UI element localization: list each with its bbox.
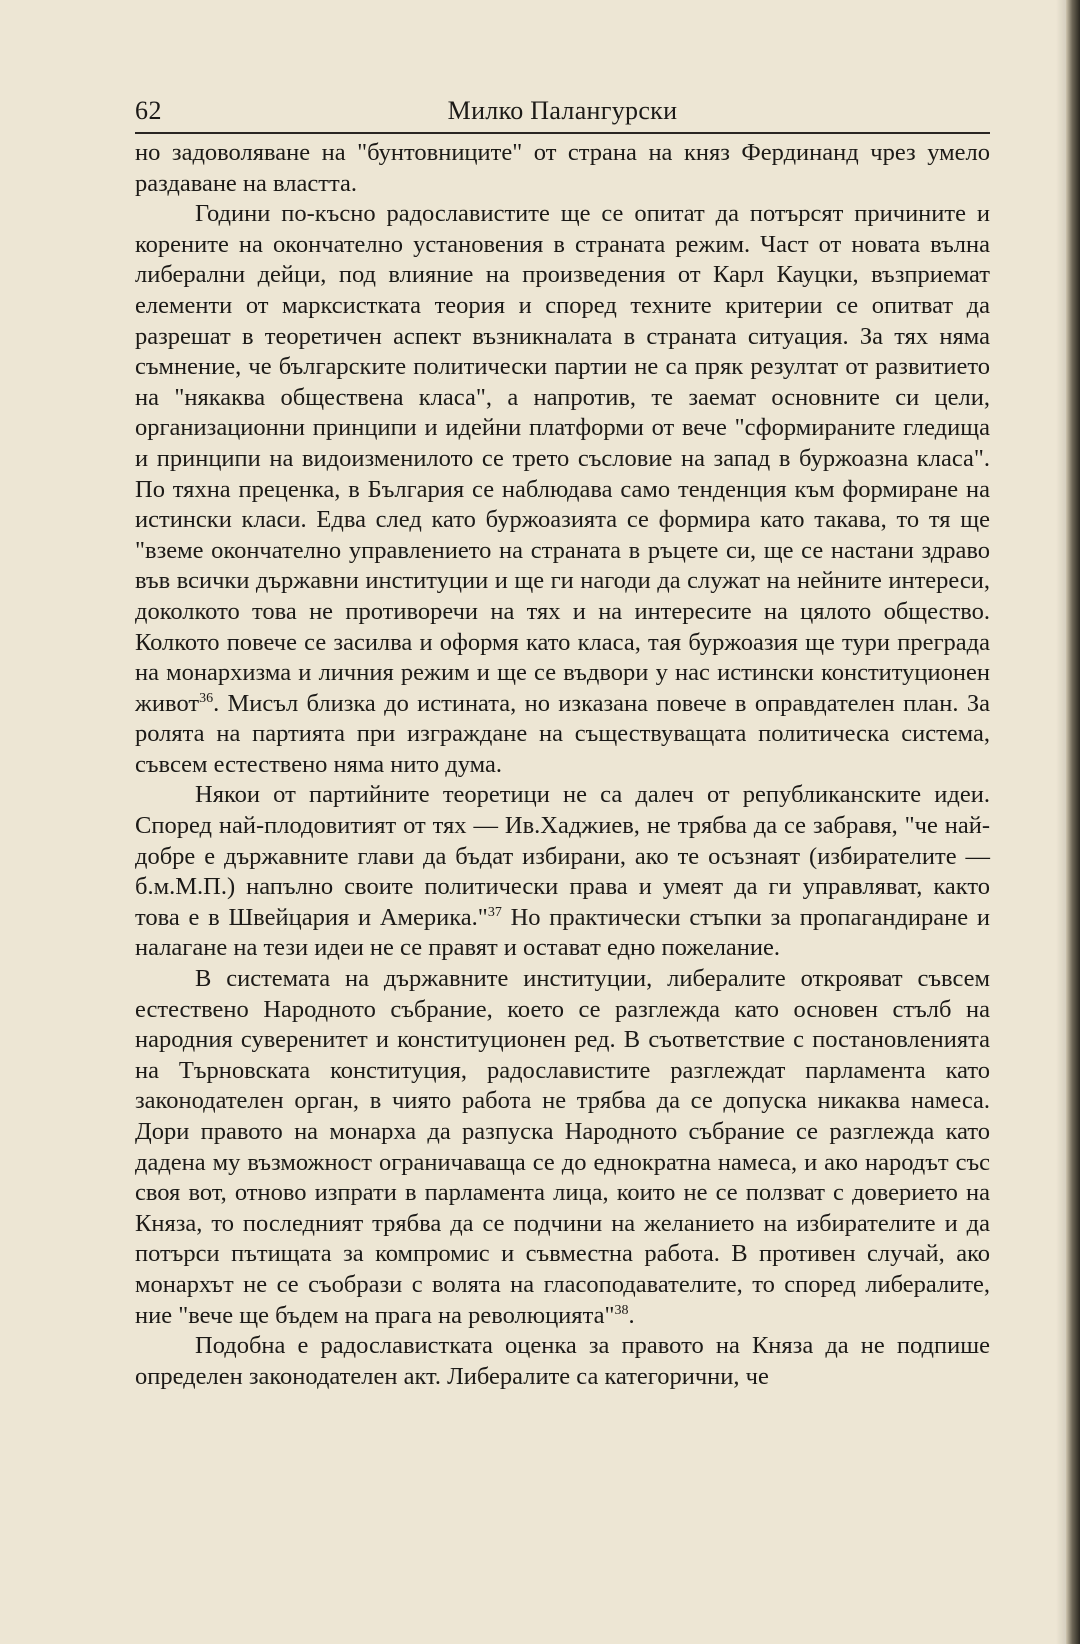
footnote-ref-38: 38 <box>614 1302 629 1318</box>
paragraph-2 <box>135 199 990 780</box>
paragraph-3 <box>135 780 990 964</box>
paragraph-4-text: В системата на държавните институции, либералите открояват съвсем естествено Народното събрание, което се разглежда като основен стълб на народния суверенитет и конституционен ред. В съответствие с постановленията на Търновската конституция, радославистите разглеждат парламента като законодателен орган, в чиято работа не трябва да се допуска никаква намеса. Дори правото на монарха да разпуска Народното събрание се разглежда като дадена му възможност ограничаваща се до еднократна намеса, и ако народът със своя вот, отново изпрати в парламента лица, които не се ползват с доверието на Княза, то последният трябва да се подчини на желанието на избирателите и да потърси пътищата за компромис и съвместна работа. В противен случай, ако монархът не се съобрази с волята на гласоподавателите, то според либералите, ние "вече ще бъдем на прага на революцията" <box>135 965 990 1329</box>
paragraph-1: но задоволяване на "бунтовниците" от страна на княз Фердинанд чрез умело раздаване на властта. <box>135 139 990 197</box>
paragraph-4 <box>135 964 990 1331</box>
paragraph-3-text-end: Но практически стъпки за пропагандиране и налагане на тези идеи не се правят и остават едно пожелание. <box>135 903 990 962</box>
paragraph-4-text-end: . <box>628 1301 635 1329</box>
page-edge <box>1066 0 1080 1644</box>
body-text <box>135 138 990 1392</box>
running-head: Милко Палангурски <box>447 96 678 125</box>
paragraph-5: Подобна е радославистката оценка за правото на Княза да не подпише определен законодателен акт. Либералите са категорични, че <box>135 1332 990 1390</box>
paragraph-2-text-end: . Мисъл близка до истината, но изказана повече в оправдателен план. За ролята на партията при изграждане на съществуващата политическа система, съвсем естествено няма нито дума. <box>135 689 990 778</box>
page-number: 62 <box>135 96 162 125</box>
footnote-ref-36: 36 <box>199 690 214 706</box>
paragraph-2-text: Години по-късно радославистите ще се опитат да потърсят причините и корените на окончателно установения в страната режим. Част от новата вълна либерални дейци, под влияние на произведения от Карл Кауцки, възприемат елементи от марксистката теория и според техните критерии се опитват да разрешат в теоретичен аспект възникналата в страната ситуация. За тях няма съмнение, че българските политически партии не са пряк резултат от развитието на "някаква обществена класа", а напротив, те заемат основните си цели, организационни принципи и идейни платформи от вече "сформираните гледища и принципи на видоизменилото се трето съсловие на запад в буржоазна класа". По тяхна преценка, в България се наблюдава само тенденция към формиране на истински класи. Едва след като буржоазията се формира като такава, то тя ще "вземе окончателно управлението на страната в ръцете си, ще се настани здраво във всички държавни институции и ще ги нагоди да служат на нейните интереси, доколкото това не противоречи на тях и на интересите на цялото общество. Колкото повече се засилва и оформя като класа, тая буржоазия ще тури преграда на монархизма и личния режим и ще се въдвори у нас истински конституционен живот <box>135 200 990 717</box>
page-header <box>135 92 990 134</box>
footnote-ref-37: 37 <box>487 904 502 920</box>
paragraph-3-text: Някои от партийните теоретици не са далеч от републиканските идеи. Според най-плодовитият от тях — Ив.Хаджиев, не трябва да се забравя, "че най-добре е държавните глави да бъдат избирани, ако те осъзнаят (избирателите — б.м.М.П.) напълно своите политически права и умеят да ги управляват, както това е в Швейцария и Америка." <box>135 781 990 931</box>
page-gutter-shadow <box>1056 0 1066 1644</box>
